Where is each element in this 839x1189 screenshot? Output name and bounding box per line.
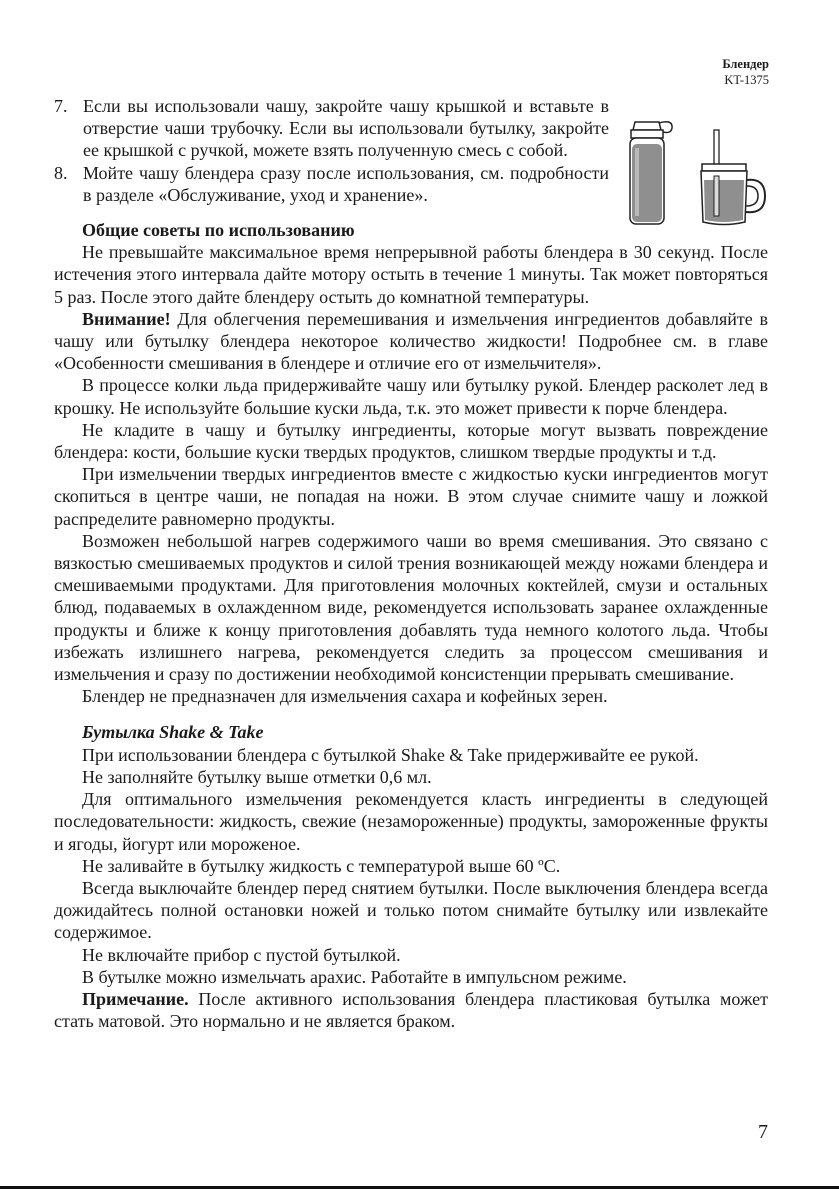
paragraph: Всегда выключайте блендер перед снятием бутылки. После выключения блендера всегда дожидайтесь полной остановки ножей и только потом снимайте бутылку или извлекайте содержимое.: [54, 877, 768, 943]
list-item: [54, 95, 609, 162]
note-label: Примечание.: [82, 988, 189, 1009]
header-model: KT-1375: [724, 73, 769, 87]
section-heading-bottle: Бутылка Shake & Take: [82, 722, 264, 743]
list-item-number: 7.: [54, 96, 68, 116]
page-header: [722, 56, 769, 88]
attention-label: Внимание!: [82, 308, 171, 329]
paragraph: Не превышайте максимальное время непрерывной работы блендера в 30 секунд. После истечения этого интервала дайте мотору остыть в течение 1 минуты. Так может повторяться 5 раз. После этого дайте блендеру остыть до комнатной температуры.: [54, 242, 768, 307]
paragraph: При использовании блендера с бутылкой Shake & Take придерживайте ее рукой.: [82, 744, 699, 765]
list-item-text: Если вы использовали чашу, закройте чашу крышкой и вставьте в отверстие чаши трубочку. Если вы использовали бутылку, закройте ее крышкой с ручкой, можете взять полученную смесь с собой.: [83, 96, 609, 161]
paragraph: В бутылке можно измельчать арахис. Работайте в импульсном режиме.: [82, 966, 627, 987]
paragraph: Не кладите в чашу и бутылку ингредиенты, которые могут вызвать повреждение блендера: кости, большие куски твердых продуктов, слишком твердые продукты и т.д.: [54, 419, 768, 463]
note-paragraph: [54, 988, 768, 1032]
list-item-number: 8.: [54, 162, 68, 183]
list-item-text: Мойте чашу блендера сразу после использования, см. подробности в разделе «Обслуживание, уход и хранение».: [83, 162, 609, 205]
paragraph: Возможен небольшой нагрев содержимого чаши во время смешивания. Это связано с вязкостью смешиваемых продуктов и силой трения возникающей между ножами блендера и смешиваемыми продуктами. Для приготовления молочных коктейлей, смузи и остальных блюд, подаваемых в охлажденном виде, рекомендуется использовать заранее охлажденные продукты и ближе к концу приготовления добавлять туда немного колотого льда. Чтобы избежать излишнего нагрева, рекомендуется следить за процессом смешивания и измельчения и сразу по достижении необходимой консистенции прерывать смешивание.: [54, 530, 768, 685]
paragraph: Не заливайте в бутылку жидкость с температурой выше 60 ºС.: [82, 855, 561, 876]
paragraph: Блендер не предназначен для измельчения сахара и кофейных зерен.: [82, 686, 608, 707]
paragraph: В процессе колки льда придерживайте чашу или бутылку рукой. Блендер расколет лед в крошку. Не используйте большие куски льда, т.к. это может привести к порче блендера.: [54, 375, 768, 418]
note-text: После активного использования блендера пластиковая бутылка может стать матовой. Это нормально и не является браком.: [54, 988, 768, 1032]
page-number: 7: [758, 1121, 768, 1143]
header-product: Блендер: [722, 57, 769, 71]
paragraph: Для оптимального измельчения рекомендуется класть ингредиенты в следующей последовательности: жидкость, свежие (незамороженные) продукты, замороженные фрукты и ягоды, йогурт или мороженое.: [54, 789, 768, 854]
page-content: [54, 95, 768, 1032]
list-item: [54, 162, 609, 206]
paragraph: Не заполняйте бутылку выше отметки 0,6 мл.: [82, 766, 432, 787]
attention-paragraph: [54, 308, 768, 375]
paragraph: При измельчении твердых ингредиентов вместе с жидкостью куски ингредиентов могут скопиться в центре чаши, не попадая на ножи. В этом случае снимите чашу и ложкой распределите равномерно продукты.: [54, 464, 768, 529]
paragraph: Не включайте прибор с пустой бутылкой.: [82, 944, 401, 965]
attention-text: Для облегчения перемешивания и измельчения ингредиентов добавляйте в чашу или бутылку блендера некоторое количество жидкости! Подробнее см. в главе «Особенности смешивания в блендере и отличие его от измельчителя».: [54, 308, 768, 374]
section-heading-general: Общие советы по использованию: [82, 220, 355, 241]
